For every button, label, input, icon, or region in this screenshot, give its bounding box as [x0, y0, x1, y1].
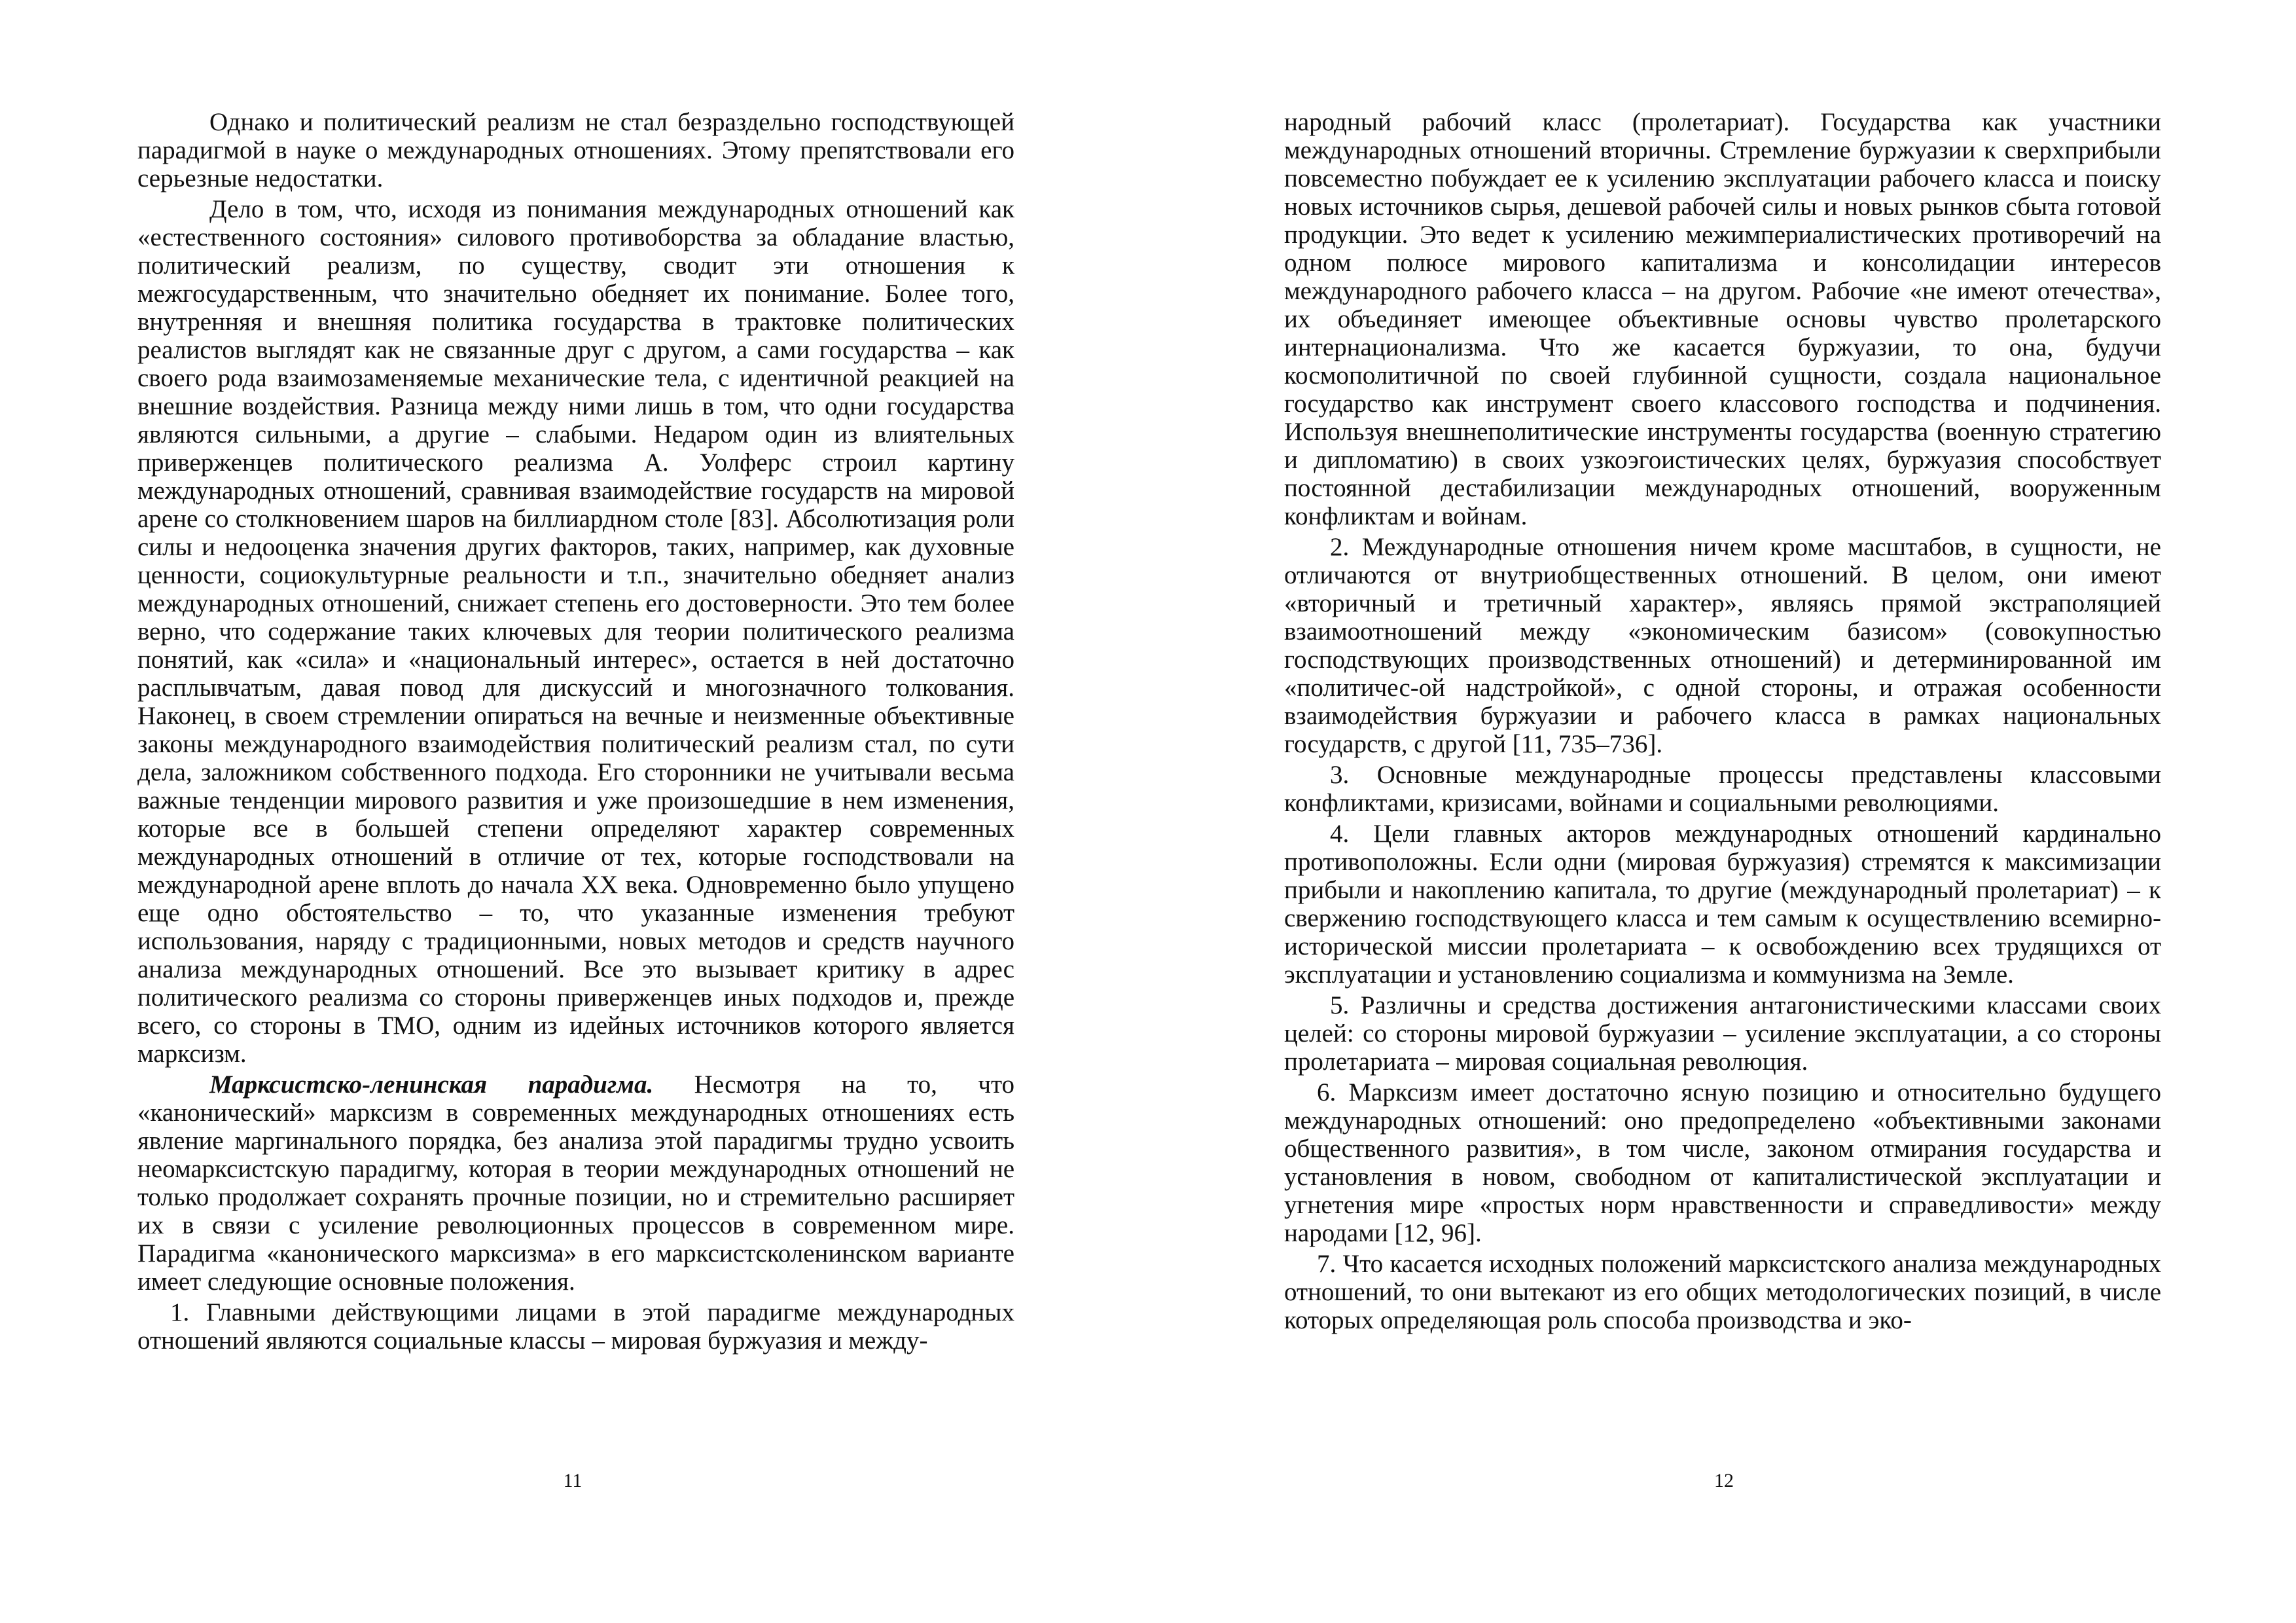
list-item-5: 5. Различны и средства достижения антагонистическими классами своих целей: со стороны мировой буржуазии – усиление эксплуатации, а со стороны пролетариата – мировая социальная революция.: [1284, 991, 2161, 1076]
page-number: 11: [563, 1470, 583, 1491]
page-number: 12: [1714, 1470, 1734, 1491]
list-item-2: 2. Международные отношения ничем кроме масштабов, в сущности, не отличаются от внутриобщественных отношений. В целом, они имеют «вторичный и третичный характер», являясь прямой экстраполяцией взаимоотношений между «экономическим базисом» (совокупностью господствующих производственных отношений) и детерминированной им «политичес-ой надстройкой», с одной стороны, и отражая особенности взаимодействия буржуазии и рабочего класса в рамках национальных государств, с другой [11, 735–736].: [1284, 533, 2161, 758]
list-item-3: 3. Основные международные процессы представлены классовыми конфликтами, кризисами, войнами и социальными революциями.: [1284, 761, 2161, 817]
left-page-text: [137, 108, 1014, 1355]
right-page-text: [1284, 108, 2161, 1334]
right-page: [1148, 0, 2296, 1623]
marxist-paradigm-heading: Марксистско-ленинская парадигма.: [209, 1070, 654, 1099]
paragraph-marxist-paradigm: [137, 1070, 1014, 1296]
list-item-4: 4. Цели главных акторов международных отношений кардинально противоположны. Если одни (мировая буржуазия) стремятся к максимизации прибыли и накоплению капитала, то другие (международный пролетариат) – к свержению господствующего класса и тем самым к осуществлению всемирно-исторической миссии пролетариата – к освобождению всех трудящихся от эксплуатации и установлению социализма и коммунизма на Земле.: [1284, 820, 2161, 989]
list-item-1-start: 1. Главными действующими лицами в этой парадигме международных отношений являются социальные классы – мировая буржуазия и между-: [137, 1298, 1014, 1355]
list-item-1-continued: народный рабочий класс (пролетариат). Государства как участники международных отношений вторичны. Стремление буржуазии к сверхприбыли повсеместно побуждает ее к усилению эксплуатации рабочего класса и поиску новых источников сырья, дешевой рабочей силы и новых рынков сбыта готовой продукции. Это ведет к усилению межимпериалистических противоречий на одном полюсе мирового капитализма и консолидации интересов международного рабочего класса – на другом. Рабочие «не имеют отечества», их объединяет имеющее объективные основы чувство пролетарского интернационализма. Что же касается буржуазии, то она, будучи космополитичной по своей глубинной сущности, создала национальное государство как инструмент своего классового господства и подчинения. Используя внешнеполитические инструменты государства (военную стратегию и дипломатию) в своих узкоэгоистических целях, буржуазия способствует постоянной дестабилизации международных отношений, вооруженным конфликтам и войнам.: [1284, 108, 2161, 530]
list-item-6: 6. Марксизм имеет достаточно ясную позицию и относительно будущего международных отношений: оно предопределено «объективными законами общественного развития», в том числе, законом отмирания государства и установления в новом, свободном от капиталистической эксплуатации и угнетения мире «простых норм нравственности и справедливости» между народами [12, 96].: [1284, 1078, 2161, 1247]
list-item-7: 7. Что касается исходных положений марксистского анализа международных отношений, то они вытекают из его общих методологических позиций, в числе которых определяющая роль способа производства и эко-: [1284, 1250, 2161, 1334]
marxist-paradigm-text: Несмотря на то, что «канонический» марксизм в современных международных отношениях есть явление маргинального порядка, без анализа этой парадигмы трудно усвоить неомарксистскую парадигму, которая в теории международных отношений не только продолжает сохранять прочные позиции, но и стремительно расширяет их в связи с усиление революционных процессов в современном мире. Парадигма «канонического марксизма» в его марксистсколенинском варианте имеет следующие основные положения.: [137, 1070, 1014, 1296]
paragraph-realism-not-dominant: Однако и политический реализм не стал безраздельно господствующей парадигмой в науке о международных отношениях. Этому препятствовали его серьезные недостатки.: [137, 108, 1014, 192]
paragraph-realism-criticism: Дело в том, что, исходя из понимания международных отношений как «естественного состояния» силового противоборства за обладание властью, политический реализм, по существу, сводит эти отношения к межгосударственным, что значительно обедняет их понимание. Более того, внутренняя и внешняя политика государства в трактовке политических реалистов выглядят как не связанные друг с другом, а сами государства – как своего рода взаимозаменяемые механические тела, с идентичной реакцией на внешние воздействия. Разница между ними лишь в том, что одни государства являются сильными, а другие – слабыми. Недаром один из влиятельных приверженцев политического реализма А. Уолферс строил картину международных отношений, сравнивая взаимодействие государств на мировой арене со столкновением шаров на биллиардном столе [83]. Абсолютизация роли силы и недооценка значения других факторов, таких, например, как духовные ценности, социокультурные реальности и т.п., значительно обедняет анализ международных отношений, снижает степень его достоверности. Это тем более верно, что содержание таких ключевых для теории политического реализма понятий, как «сила» и «национальный интерес», остается в ней достаточно расплывчатым, давая повод для дискуссий и многозначного толкования. Наконец, в своем стремлении опираться на вечные и неизменные объективные законы международного взаимодействия политический реализм стал, по сути дела, заложником собственного подхода. Его сторонники не учитывали весьма важные тенденции мирового развития и уже произошедшие в нем изменения, которые все в большей степени определяют характер современных международных отношений в отличие от тех, которые господствовали на международной арене вплоть до начала XX века. Одновременно было упущено еще одно обстоятельство – то, что указанные изменения требуют использования, наряду с традиционными, новых методов и средств научного анализа международных отношений. Все это вызывает критику в адрес политического реализма со стороны приверженцев иных подходов и, прежде всего, со стороны в ТМО, одним из идейных источников которого является марксизм.: [137, 195, 1014, 1068]
